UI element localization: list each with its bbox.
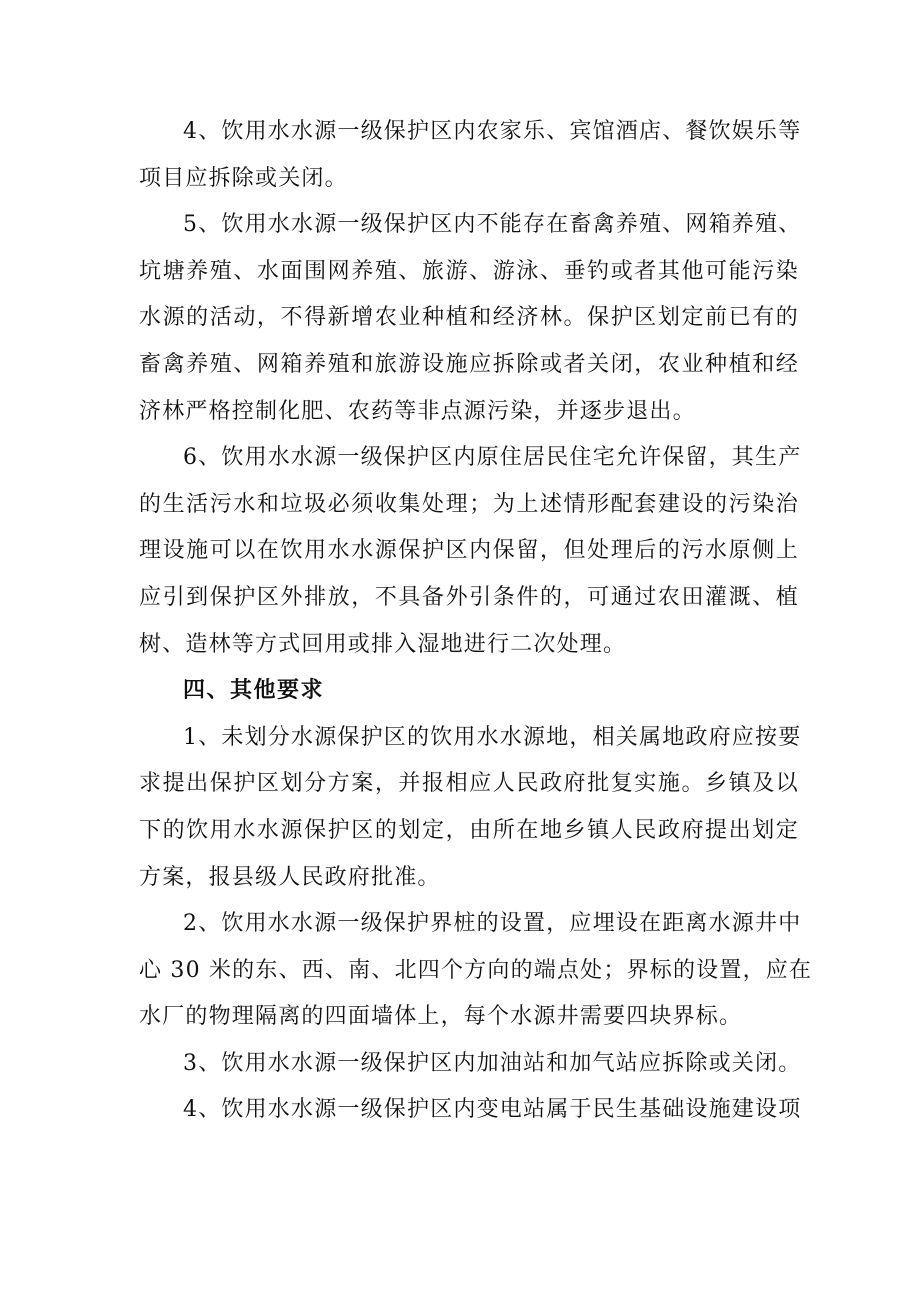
text-line: 求提出保护区划分方案，并报相应人民政府批复实施。乡镇及以	[139, 771, 799, 797]
section-heading: 四、其他要求	[183, 678, 325, 704]
text-line: 方案，报县级人民政府批准。	[139, 864, 441, 890]
text-line: 下的饮用水水源保护区的划定，由所在地乡镇人民政府提出划定	[139, 817, 799, 843]
paragraph-req-3	[139, 1041, 802, 1088]
text-line: 理设施可以在饮用水水源保护区内保留，但处理后的污水原侧上	[139, 538, 799, 564]
text-line: 2、饮用水水源一级保护界桩的设置，应埋设在距离水源井中	[183, 911, 802, 937]
text-line: 水源的活动，不得新增农业种植和经济林。保护区划定前已有的	[139, 305, 799, 331]
text-line: 1、未划分水源保护区的饮用水水源地，相关属地政府应按要	[183, 724, 802, 750]
text-line: 4、饮用水水源一级保护区内变电站属于民生基础设施建设项	[183, 1097, 802, 1123]
text-line: 应引到保护区外排放，不具备外引条件的，可通过农田灌溉、植	[139, 584, 799, 610]
text-line: 5、饮用水水源一级保护区内不能存在畜禽养殖、网箱养殖、	[183, 212, 802, 238]
text-line: 项目应拆除或关闭。	[139, 165, 348, 191]
text-line: 坑塘养殖、水面围网养殖、旅游、游泳、垂钓或者其他可能污染	[139, 258, 799, 284]
paragraph-item-5	[139, 202, 802, 435]
text-line: 6、饮用水水源一级保护区内原住居民住宅允许保留，其生产	[183, 445, 802, 471]
document-body	[139, 109, 813, 1134]
text-line: 济林严格控制化肥、农药等非点源污染，并逐步退出。	[139, 398, 696, 424]
text-line: 水厂的物理隔离的四面墙体上，每个水源井需要四块界标。	[139, 1004, 743, 1030]
paragraph-item-6	[139, 435, 802, 668]
text-line: 3、饮用水水源一级保护区内加油站和加气站应拆除或关闭。	[183, 1050, 802, 1076]
text-line: 畜禽养殖、网箱养殖和旅游设施应拆除或者关闭，农业种植和经	[139, 351, 799, 377]
text-line: 树、造林等方式回用或排入湿地进行二次处理。	[139, 631, 627, 657]
text-line: 心 30 米的东、西、南、北四个方向的端点处；界标的设置，应在	[139, 957, 813, 983]
paragraph-req-2	[139, 901, 813, 1041]
paragraph-item-4	[139, 109, 802, 202]
text-line: 4、饮用水水源一级保护区内农家乐、宾馆酒店、餐饮娱乐等	[183, 119, 802, 144]
text-line: 的生活污水和垃圾必须收集处理；为上述情形配套建设的污染治	[139, 491, 799, 517]
paragraph-req-1	[139, 715, 802, 901]
paragraph-req-4	[139, 1087, 802, 1134]
